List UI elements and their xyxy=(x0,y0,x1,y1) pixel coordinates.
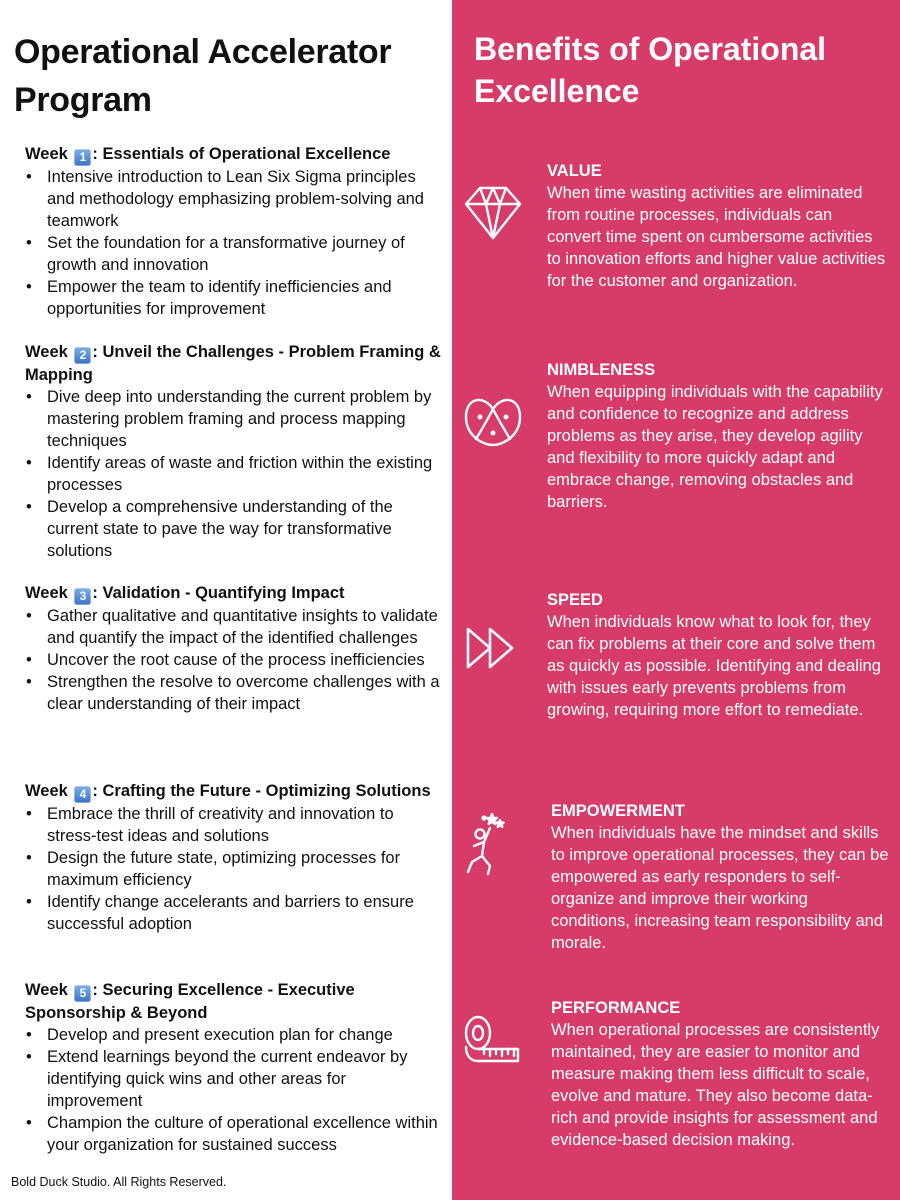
week-number-badge: 5 xyxy=(74,985,91,1002)
benefit-heading: VALUE xyxy=(547,162,602,180)
list-item: • Identify change accelerants and barriers to ensure successful adoption xyxy=(25,891,445,935)
list-item: • Identify areas of waste and friction within the existing processes xyxy=(25,452,445,496)
list-item: • Dive deep into understanding the current problem by mastering problem framing and process mapping techniques xyxy=(25,386,445,452)
week-4-section xyxy=(25,780,445,935)
week-heading xyxy=(25,341,445,386)
week-5-section xyxy=(25,979,445,1156)
week-number-badge: 4 xyxy=(74,786,91,803)
week-label: Week xyxy=(25,782,68,800)
list-item: • Design the future state, optimizing processes for maximum efficiency xyxy=(25,847,445,891)
list-item: • Embrace the thrill of creativity and innovation to stress-test ideas and solutions xyxy=(25,803,445,847)
benefit-heading: SPEED xyxy=(547,591,603,609)
week-number-badge: 3 xyxy=(74,588,91,605)
list-item: • Gather qualitative and quantitative insights to validate and quantify the impact of the identified challenges xyxy=(25,605,445,649)
list-item: • Intensive introduction to Lean Six Sigma principles and methodology emphasizing problem-solving and teamwork xyxy=(25,166,445,232)
week-number-badge: 1 xyxy=(74,149,91,166)
list-item: • Set the foundation for a transformative journey of growth and innovation xyxy=(25,232,445,276)
fast-forward-icon xyxy=(460,615,526,681)
list-item: • Develop and present execution plan for change xyxy=(25,1024,445,1046)
week-1-section xyxy=(25,143,445,320)
list-item: • Strengthen the resolve to overcome challenges with a clear understanding of their impact xyxy=(25,671,445,715)
week-heading xyxy=(25,582,445,605)
benefit-heading: EMPOWERMENT xyxy=(551,802,685,820)
week-title: : Unveil the Challenges - Problem Framing & Mapping xyxy=(25,343,441,384)
week-label: Week xyxy=(25,981,68,999)
week-label: Week xyxy=(25,584,68,602)
week-heading xyxy=(25,143,445,166)
diamond-icon xyxy=(460,180,526,246)
benefit-description: When individuals have the mindset and skills to improve operational processes, they can be empowered as early responders to self-organize and improve their working conditions, increasing team responsibility and morale. xyxy=(551,824,889,952)
pretzel-icon xyxy=(460,389,526,455)
week-3-section xyxy=(25,582,445,715)
person-reaching-stars-icon xyxy=(460,812,526,878)
benefit-heading: NIMBLENESS xyxy=(547,361,656,379)
week-label: Week xyxy=(25,343,68,361)
benefit-heading: PERFORMANCE xyxy=(551,999,681,1017)
list-item: • Develop a comprehensive understanding of the current state to pave the way for transformative solutions xyxy=(25,496,445,562)
benefit-description: When operational processes are consistently maintained, they are easier to monitor and measure making them less difficult to scale, evolve and mature. They also become data-rich and provide insights for assessment and evidence-based decision making. xyxy=(551,1021,880,1149)
week-title: : Essentials of Operational Excellence xyxy=(92,145,391,163)
program-title: Operational Accelerator Program xyxy=(14,33,392,119)
week-2-section xyxy=(25,341,445,562)
list-item: • Champion the culture of operational excellence within your organization for sustained success xyxy=(25,1112,445,1156)
benefit-description: When individuals know what to look for, they can fix problems at their core and solve them as quickly as possible. Identifying and dealing with issues early prevents problems from growing, requiring more effort to remediate. xyxy=(547,613,881,719)
week-number-badge: 2 xyxy=(74,347,91,364)
list-item: • Empower the team to identify inefficiencies and opportunities for improvement xyxy=(25,276,445,320)
benefits-title: Benefits of Operational Excellence xyxy=(474,31,827,109)
week-title: : Validation - Quantifying Impact xyxy=(92,584,345,602)
week-label: Week xyxy=(25,145,68,163)
list-item: • Uncover the root cause of the process inefficiencies xyxy=(25,649,445,671)
week-heading xyxy=(25,780,445,803)
benefits-column xyxy=(452,0,900,1200)
week-title: : Crafting the Future - Optimizing Solutions xyxy=(92,782,431,800)
benefit-description: When equipping individuals with the capability and confidence to recognize and address problems as they arise, they develop agility and flexibility to more quickly adapt and embrace change, removing obstacles and barriers. xyxy=(547,383,883,511)
week-heading xyxy=(25,979,445,1024)
benefit-description: When time wasting activities are eliminated from routine processes, individuals can convert time spent on cumbersome activities to innovation efforts and higher value activities for the customer and organization. xyxy=(547,184,886,290)
week-title: : Securing Excellence - Executive Sponsorship & Beyond xyxy=(25,981,355,1022)
measuring-tape-icon xyxy=(460,1007,526,1073)
copyright-footer: Bold Duck Studio. All Rights Reserved. xyxy=(11,1175,227,1189)
list-item: • Extend learnings beyond the current endeavor by identifying quick wins and other areas for improvement xyxy=(25,1046,445,1112)
